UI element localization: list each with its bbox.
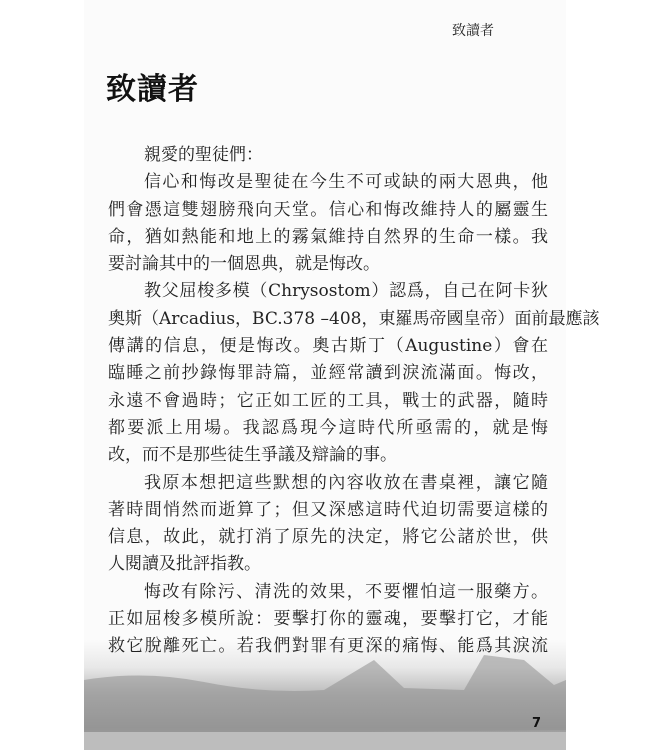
- text-line: 要討論其中的一個恩典，就是悔改。: [108, 254, 380, 275]
- body-text: [108, 142, 600, 661]
- text-line: 悔改有除污、清洗的效果，不要懼怕這一服藥方。: [144, 581, 548, 602]
- text-line: 命，猶如熱能和地上的霧氣維持自然界的生命一樣。我: [108, 226, 548, 247]
- text-line: 人閱讀及批評指教。: [108, 554, 261, 575]
- text-line: 教父屈梭多模（Chrysostom）認爲，自己在阿卡狄: [144, 281, 548, 302]
- text-line: 正如屈梭多模所說：要擊打你的靈魂，要擊打它，才能: [108, 609, 548, 630]
- text-line: 臨睡之前抄錄悔罪詩篇，並經常讀到淚流滿面。悔改，: [108, 363, 548, 384]
- text-line: 們會憑這雙翅膀飛向天堂。信心和悔改維持人的屬靈生: [108, 199, 548, 220]
- text-line: 傳講的信息，便是悔改。奧古斯丁（Augustine）會在: [108, 336, 548, 357]
- text-line: 親愛的聖徒們：: [144, 145, 263, 165]
- text-line: 永遠不會過時；它正如工匠的工具，戰士的武器，隨時: [108, 390, 548, 411]
- text-line: 都要派上用場。我認爲現今這時代所亟需的，就是悔: [108, 417, 548, 438]
- text-line: 救它脫離死亡。若我們對罪有更深的痛悔、能爲其淚流: [108, 636, 548, 657]
- chapter-title: 致讀者: [106, 72, 199, 107]
- text-line: 信心和悔改是聖徒在今生不可或缺的兩大恩典，他: [144, 172, 548, 193]
- running-header: 致讀者: [452, 23, 494, 39]
- text-line: 奧斯（Arcadius，BC.378 –408，東羅馬帝國皇帝）面前最應該: [108, 308, 600, 329]
- text-line: 信息，故此，就打消了原先的決定，將它公諸於世，供: [108, 527, 548, 548]
- text-line: 改，而不是那些徒生爭議及辯論的事。: [108, 445, 397, 466]
- text-line: 著時間悄然而逝算了；但又深感這時代迫切需要這樣的: [108, 499, 548, 520]
- page-number: 7: [532, 716, 542, 731]
- text-line: 我原本想把這些默想的內容收放在書桌裡，讓它隨: [144, 472, 548, 493]
